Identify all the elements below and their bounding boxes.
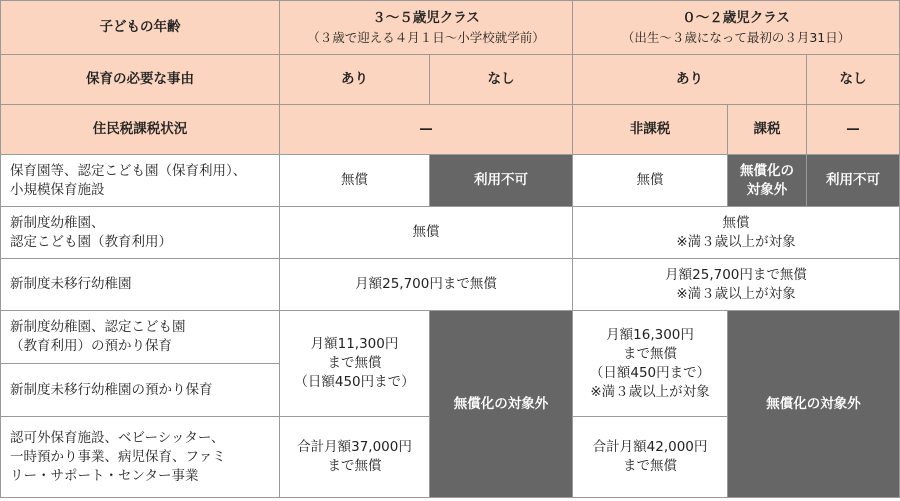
cell-excluded [728, 155, 807, 207]
cell-unavailable: 利用不可 [807, 155, 900, 207]
row-label-line: （教育利用）の預かり保育 [10, 338, 172, 354]
cell-daily-limit [280, 311, 430, 417]
age-header: 子どもの年齢 [1, 1, 280, 55]
cell-excluded: 無償化の対象外 [430, 311, 573, 498]
row-label-line: リー・サポート・センター事業 [10, 467, 199, 484]
cell-free-note [573, 207, 900, 259]
cell-line: （日額450円まで） [294, 374, 415, 390]
table-row [1, 155, 900, 207]
need-nashi-3-5: なし [430, 55, 573, 105]
cell-note: ※満３歳以上が対象 [590, 383, 710, 400]
cell-total-limit [280, 417, 430, 498]
row-label-line: 小規模保育施設 [10, 181, 105, 198]
need-ari-3-5: あり [280, 55, 430, 105]
tax-header: 住民税課税状況 [1, 105, 280, 155]
row-label-line: 保育園等、認定こども園（保育利用）、 [10, 162, 247, 179]
cell-daily-limit [573, 311, 728, 417]
cell-monthly-limit: 月額25,700円まで無償 [280, 259, 573, 311]
class-0-2-title: ０～２歳児クラス [682, 9, 790, 26]
row-label-line: 新制度幼稚園、 [10, 214, 105, 231]
cell-line: 対象外 [746, 181, 788, 198]
cell-free: 無償 [280, 155, 430, 207]
cell-line: 合計月額37,000円 [297, 439, 412, 455]
row-label-kindergarten [1, 207, 280, 259]
class-3-5-title: ３～５歳児クラス [372, 9, 480, 26]
row-label-line: 一時預かり事業、病児保育、ファミ [10, 448, 226, 465]
cell-excluded: 無償化の対象外 [728, 311, 900, 498]
cell-total-limit [573, 417, 728, 498]
table-row [1, 259, 900, 311]
cell-line: （日額450円まで） [589, 364, 711, 381]
tax-hikazei: 非課税 [573, 105, 728, 155]
cell-line: まで無償 [327, 355, 382, 371]
row-label-unmigrated-extended-care: 新制度未移行幼稚園の預かり保育 [1, 364, 280, 417]
row-label-unlicensed [1, 417, 280, 498]
cell-free: 無償 [573, 155, 728, 207]
cell-line: 無償化の [740, 162, 795, 179]
cell-unavailable: 利用不可 [430, 155, 573, 207]
class-3-5-subtitle: （３歳で迎える４月１日～小学校就学前） [307, 29, 545, 45]
table-row [1, 207, 900, 259]
table-row [1, 311, 900, 364]
class-0-2-header [573, 1, 900, 55]
need-nashi-0-2: なし [807, 55, 900, 105]
class-3-5-header [280, 1, 573, 55]
cell-line: 月額16,300円 [606, 326, 694, 343]
cell-free: 無償 [280, 207, 573, 259]
class-0-2-subtitle: （出生～３歳になって最初の３月31日） [621, 29, 851, 45]
cell-line: 月額11,300円 [310, 336, 399, 352]
need-header: 保育の必要な事由 [1, 55, 280, 105]
cell-line: 月額25,700円まで無償 [665, 266, 807, 283]
cell-note: ※満３歳以上が対象 [676, 285, 796, 302]
tax-dash-3-5: — [280, 105, 573, 155]
cell-line: 合計月額42,000円 [592, 439, 708, 455]
row-label-line: 認定こども園（教育利用） [10, 233, 172, 250]
tax-kazei: 課税 [728, 105, 807, 155]
row-label-nursery [1, 155, 280, 207]
row-label-extended-care [1, 311, 280, 364]
cell-line: まで無償 [623, 345, 678, 362]
header-row-age [1, 1, 900, 55]
cell-monthly-limit-note [573, 259, 900, 311]
row-label-unmigrated-kindergarten: 新制度未移行幼稚園 [1, 259, 280, 311]
need-ari-0-2: あり [573, 55, 807, 105]
row-label-line: 認可外保育施設、ベビーシッター、 [10, 429, 225, 446]
cell-line: まで無償 [623, 458, 678, 474]
tax-dash-0-2: — [807, 105, 900, 155]
header-row-need [1, 55, 900, 105]
cell-line: 無償 [722, 214, 750, 231]
row-label-line: 新制度幼稚園、認定こども園 [10, 319, 186, 335]
cell-note: ※満３歳以上が対象 [676, 233, 796, 250]
cell-line: まで無償 [327, 458, 382, 474]
header-row-tax [1, 105, 900, 155]
